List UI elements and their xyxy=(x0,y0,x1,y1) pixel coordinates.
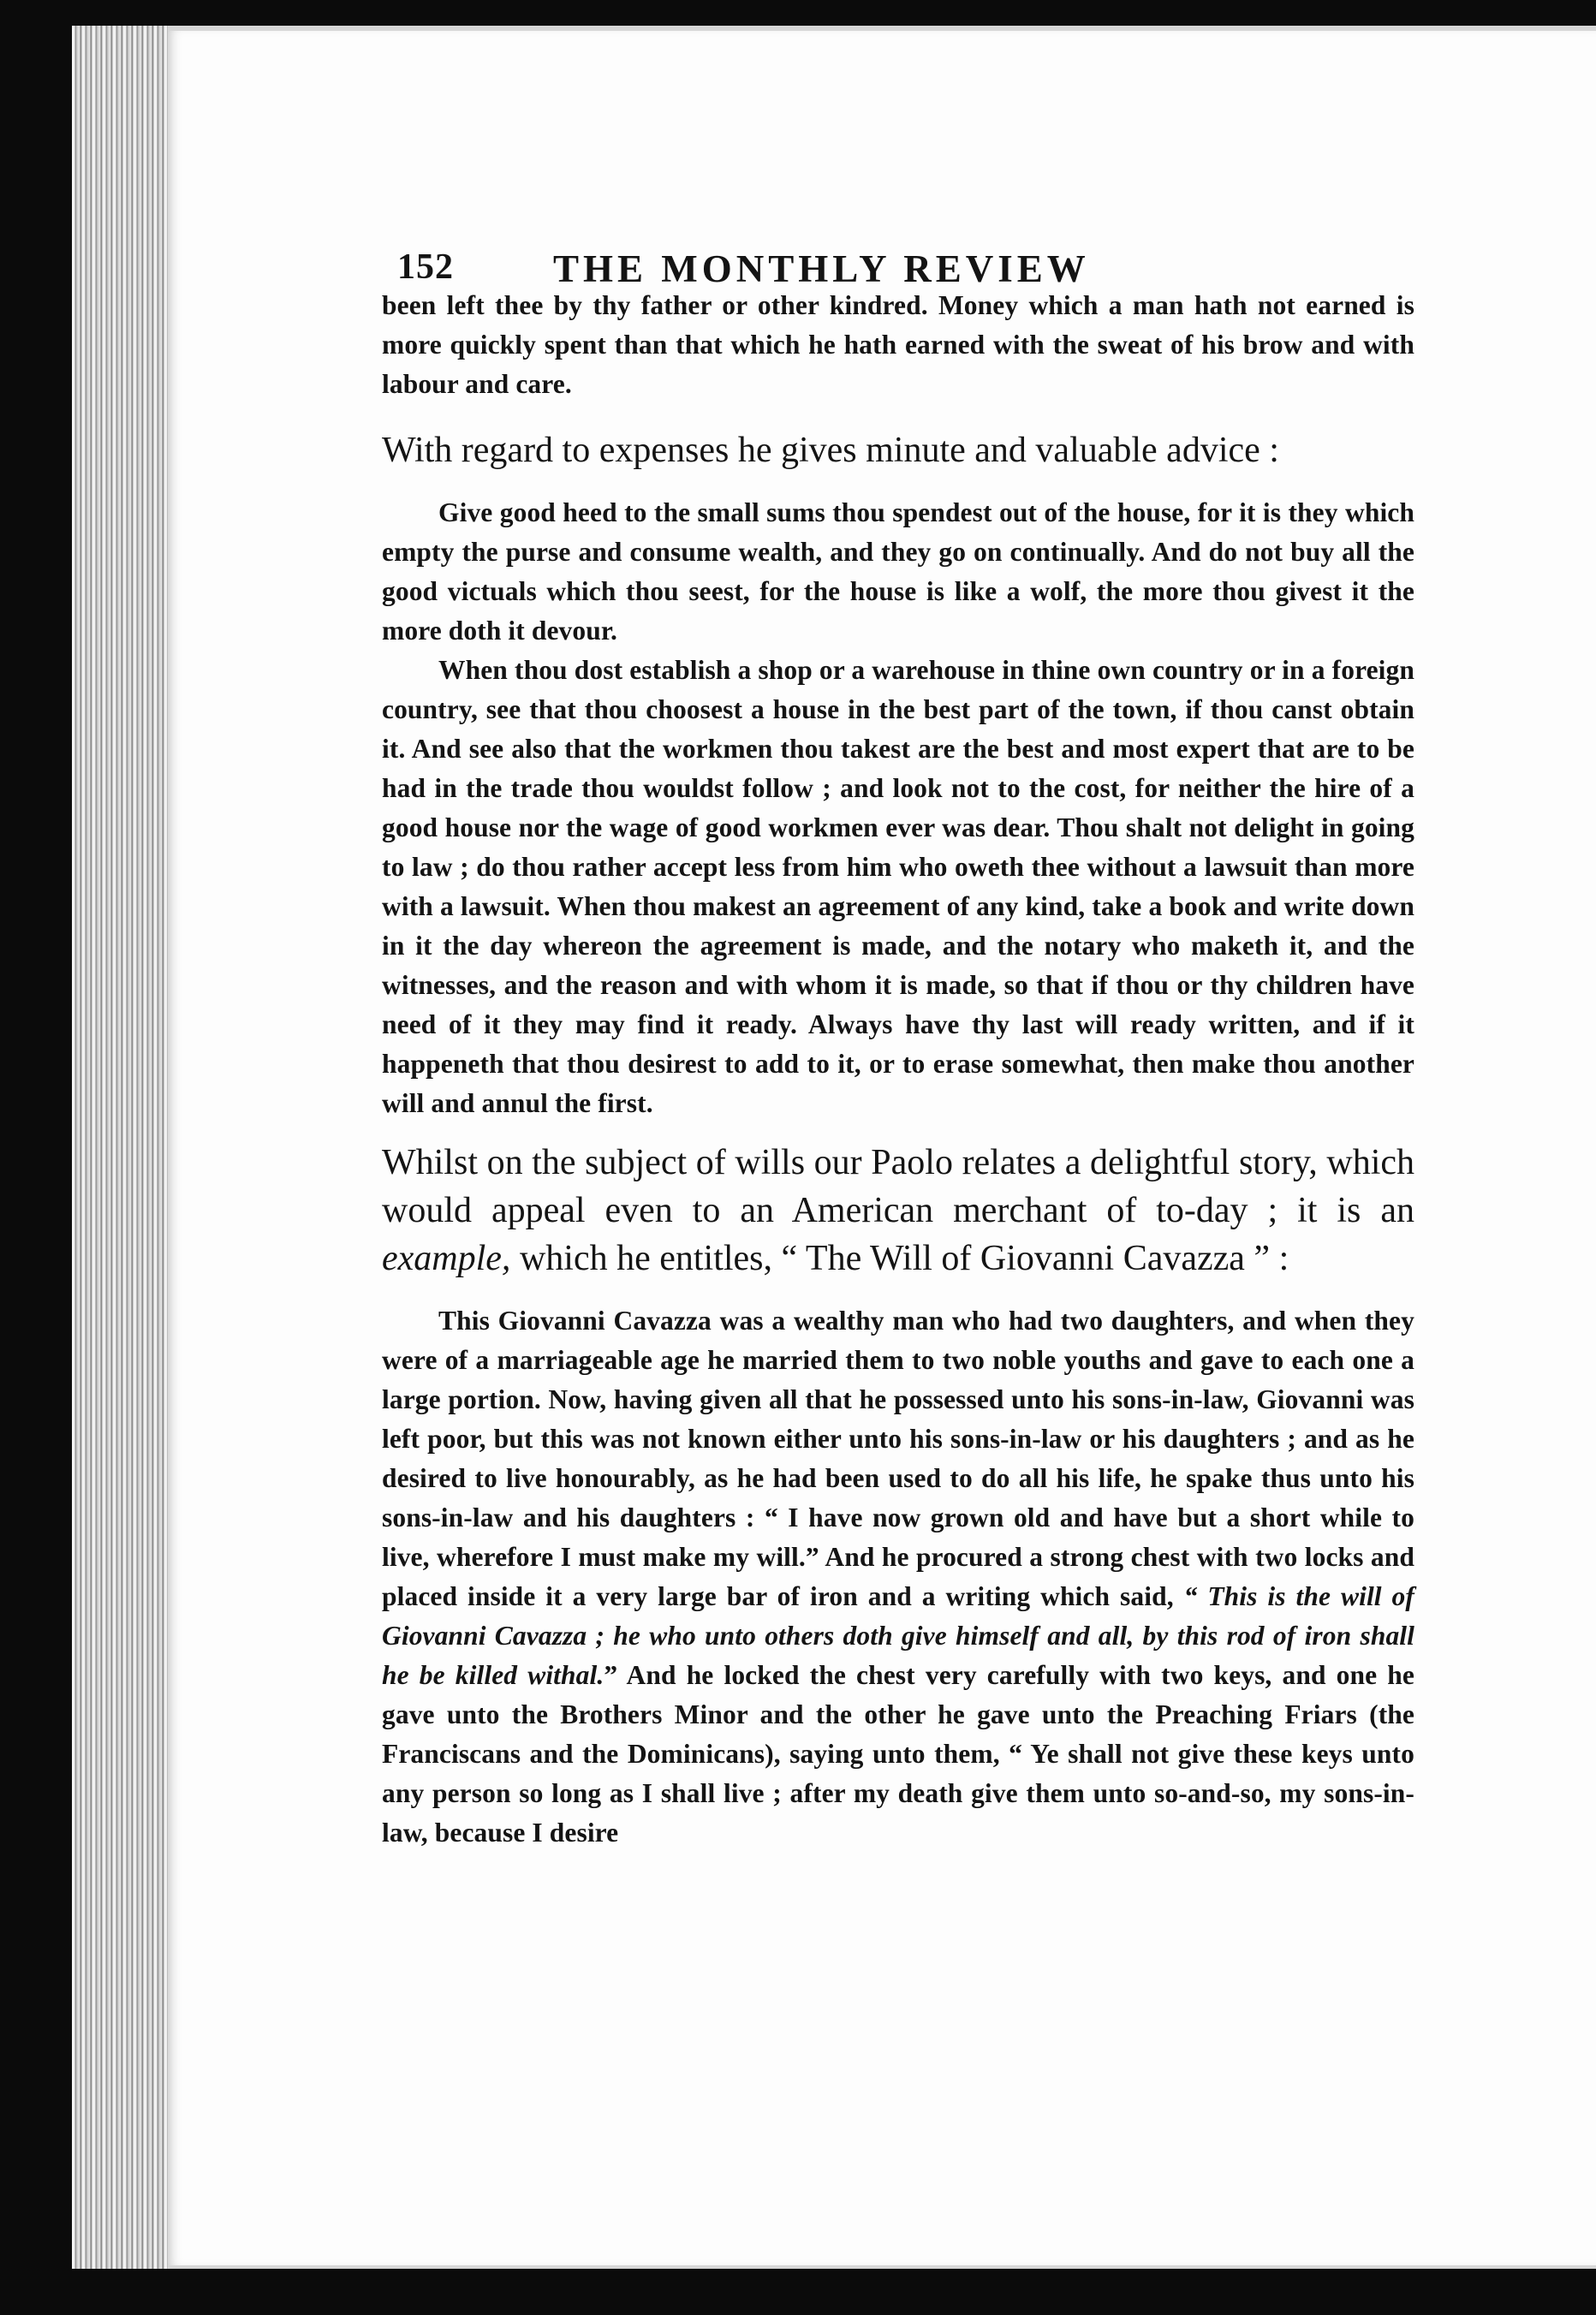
narration-text-b: which he entitles, “ The Will of Giovanni Cavazza ” : xyxy=(510,1239,1289,1278)
quote-paragraph-continued: been left thee by thy father or other kindred. Money which a man hath not earned is more quickly spent than that which he hath earned with the sweat of his brow and with labour and care. xyxy=(382,290,1414,399)
book-page xyxy=(168,31,1596,2265)
narration-heading-expenses: With regard to expenses he gives minute and valuable advice : xyxy=(382,431,1279,470)
running-head xyxy=(382,219,1414,290)
quote-paragraph-shop: When thou dost establish a shop or a warehouse in thine own country or in a foreign country, see that thou choosest a house in the best part of the town, if thou canst obtain it. And see also that the workmen thou takest are the best and most expert that are to be had in the trade thou wouldst follow ; and look not to the cost, for neither the hire of a good house nor the wage of good workmen ever was dear. Thou shalt not delight in going to law ; do thou rather accept less from him who oweth thee without a lawsuit than more with a lawsuit. When thou makest an agreement of any kind, take a book and write down in it the day whereon the agreement is made, and the notary who maketh it, and the witnesses, and the reason and with whom it is made, so that if thou or thy children have need of it they may find it ready. Always have thy last will ready written, and if it happeneth that thou desirest to add to it, or to erase somewhat, then make thou another will and annul the first. xyxy=(382,655,1414,1118)
narration-text-a: Whilst on the subject of wills our Paolo relates a delightful story, which would appeal even to an American merchant of to-day ; it is an xyxy=(382,1143,1414,1230)
quote-paragraph-cavazza xyxy=(382,1301,1414,1853)
page-content xyxy=(382,219,1414,1853)
cavazza-text-b: ” And he locked the chest very carefully with two keys, and one he gave unto the Brothers Minor and the other he gave unto the Preaching Friars (the Franciscans and the Dominicans), saying unto them, “ Ye shall not give these keys unto any person so long as I shall live ; after my death give them unto so-and-so, my sons-in-law, because I desire xyxy=(382,1660,1414,1848)
narration-emphasis: example, xyxy=(382,1239,511,1278)
cavazza-will-inscription: “ This is the will of Giovanni Cavazza ; he who unto others doth give himself and all, by this rod of iron shall he be killed withal. xyxy=(382,1581,1414,1690)
page-edges xyxy=(72,26,168,2269)
journal-title: THE MONTHLY REVIEW xyxy=(553,247,1090,290)
cavazza-text-a: This Giovanni Cavazza was a wealthy man who had two daughters, and when they were of a marriageable age he married them to two noble youths and gave to each one a large portion. Now, having given all that he possessed unto his sons-in-law, Giovanni was left poor, but this was not known either unto his sons-in-law or his daughters ; and as he desired to live honourably, as he had been used to do all his life, he spake thus unto his sons-in-law and his daughters : “ I have now grown old and have but a short while to live, wherefore I must make my will.” And he procured a strong chest with two locks and placed inside it a very large bar of iron and a writing which said, xyxy=(382,1306,1414,1611)
page-number: 152 xyxy=(397,247,454,287)
quote-paragraph-small-sums: Give good heed to the small sums thou spendest out of the house, for it is they which empty the purse and consume wealth, and they go on continually. And do not buy all the good victuals which thou seest, for the house is like a wolf, the more thou givest it the more doth it devour. xyxy=(382,497,1414,646)
narration-heading-wills xyxy=(382,1139,1414,1282)
